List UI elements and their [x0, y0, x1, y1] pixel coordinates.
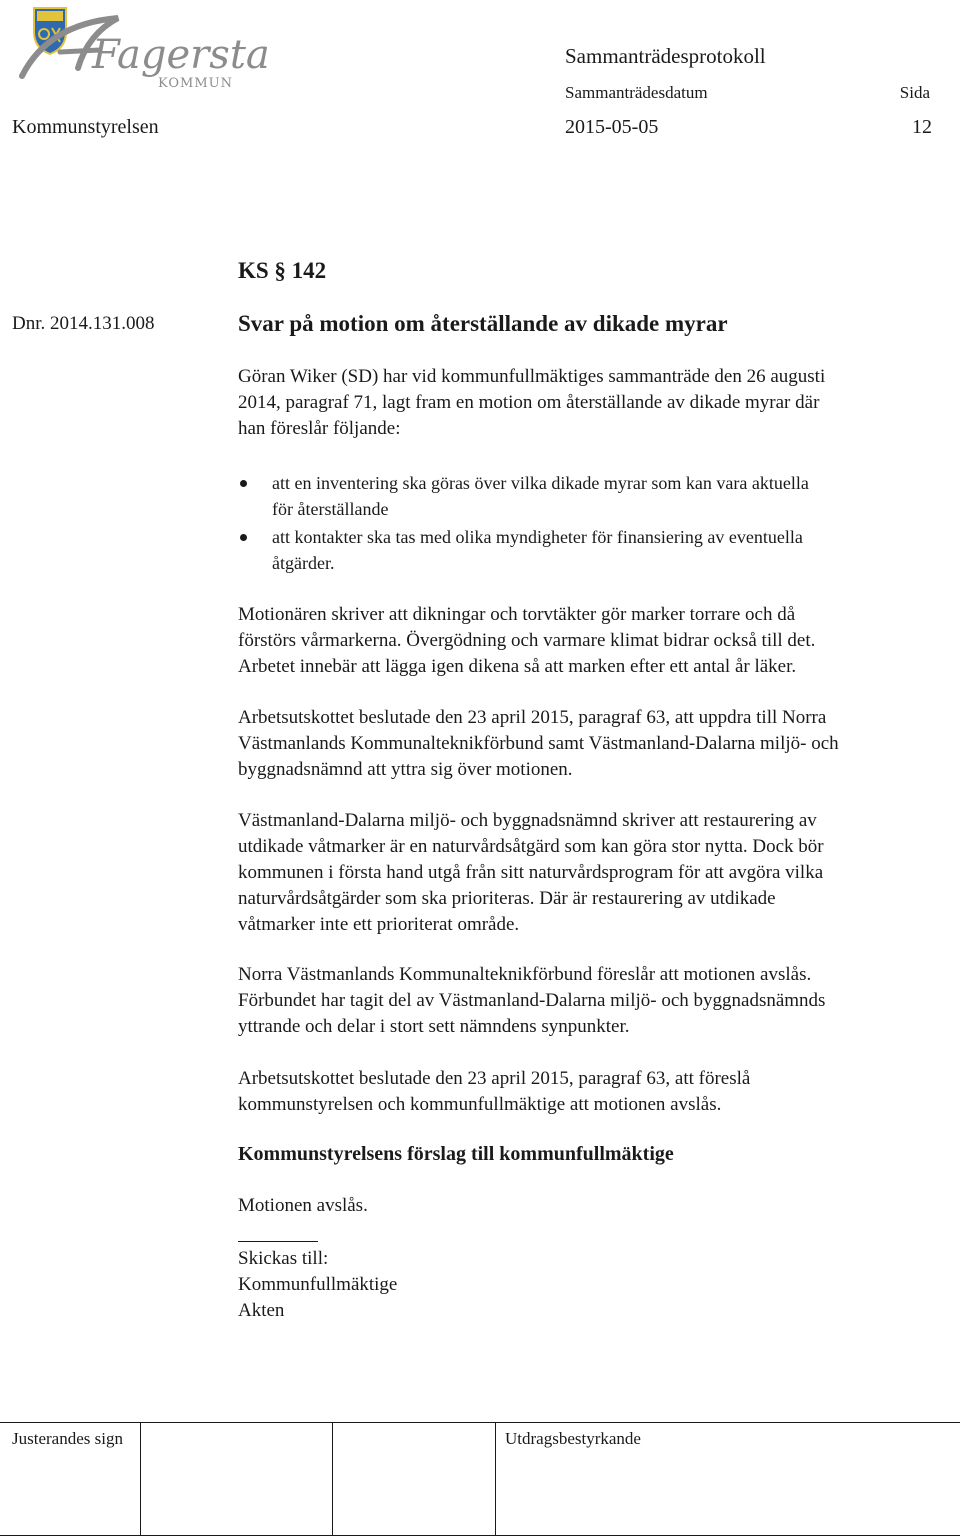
- extract-label: Utdragsbestyrkande: [505, 1429, 641, 1448]
- paragraph: [238, 705, 938, 783]
- list-item: [238, 470, 938, 522]
- text-line: han föreslår följande:: [238, 418, 401, 439]
- paragraph: [238, 962, 938, 1040]
- committee-name: Kommunstyrelsen: [12, 116, 159, 138]
- distribution: [238, 1246, 938, 1324]
- logo-name: Fagersta: [92, 32, 270, 78]
- list-item: [238, 524, 938, 576]
- proposal-text: Motionen avslås.: [238, 1195, 368, 1216]
- text-line: våtmarker inte ett prioriterat område.: [238, 914, 520, 935]
- text-line: Västmanlands Kommunalteknikförbund samt Västmanland-Dalarna miljö- och: [238, 733, 839, 754]
- meeting-date: 2015-05-05: [565, 116, 659, 138]
- text-line: att en inventering ska göras över vilka dikade myrar som kan vara aktuella: [272, 473, 809, 493]
- logo-subtitle: KOMMUN: [158, 76, 233, 91]
- text-line: åtgärder.: [272, 553, 335, 573]
- paragraph: [238, 602, 938, 680]
- diary-number: Dnr. 2014.131.008: [12, 313, 155, 334]
- recipient: Kommunfullmäktige: [238, 1274, 398, 1295]
- text-line: Förbundet har tagit del av Västmanland-Dalarna miljö- och byggnadsnämnds: [238, 990, 826, 1011]
- sign-cell: [0, 1423, 141, 1535]
- text-line: förstörs vårmarkerna. Övergödning och varmare klimat bidrar också till det.: [238, 630, 816, 651]
- send-to-label: Skickas till:: [238, 1248, 329, 1269]
- sign-label: Justerandes sign: [12, 1429, 123, 1448]
- fagersta-kommun-logo: [8, 4, 270, 96]
- paragraph: [238, 1066, 938, 1118]
- text-line: Göran Wiker (SD) har vid kommunfullmäktiges sammanträde den 26 augusti: [238, 366, 826, 387]
- paragraph: [238, 808, 938, 938]
- intro-paragraph: [238, 364, 938, 442]
- text-line: utdikade våtmarker är en naturvårdsåtgärd som kan göra stor nytta. Dock bör: [238, 836, 824, 857]
- text-line: Arbetsutskottet beslutade den 23 april 2015, paragraf 63, att uppdra till Norra: [238, 707, 827, 728]
- proposal-heading: Kommunstyrelsens förslag till kommunfullmäktige: [238, 1143, 674, 1165]
- bullet-icon: [240, 534, 247, 541]
- text-line: att kontakter ska tas med olika myndigheter för finansiering av eventuella: [272, 527, 803, 547]
- text-line: 2014, paragraf 71, lagt fram en motion om återställande av dikade myrar där: [238, 392, 820, 413]
- bullet-icon: [240, 480, 247, 487]
- text-line: Arbetsutskottet beslutade den 23 april 2015, paragraf 63, att föreslå: [238, 1068, 751, 1089]
- ks-paragraph-number: KS § 142: [238, 258, 327, 283]
- sign-cell: [140, 1423, 333, 1535]
- sign-cell: [332, 1423, 496, 1535]
- text-line: Arbetet innebär att lägga igen dikena så att marken efter ett antal år läker.: [238, 656, 797, 677]
- text-line: naturvårdsåtgärder som ska prioriteras. Där är restaurering av utdikade: [238, 888, 776, 909]
- text-line: kommunstyrelsen och kommunfullmäktige att motionen avslås.: [238, 1094, 722, 1115]
- text-line: byggnadsnämnd att yttra sig över motionen.: [238, 759, 573, 780]
- date-label: Sammanträdesdatum: [565, 83, 708, 102]
- doc-type: Sammanträdesprotokoll: [565, 44, 766, 68]
- text-line: Motionären skriver att dikningar och torvtäkter gör marker torrare och då: [238, 604, 796, 625]
- divider: [238, 1241, 318, 1242]
- text-line: för återställande: [272, 499, 389, 519]
- text-line: yttrande och delar i stort sett nämndens synpunkter.: [238, 1016, 630, 1037]
- text-line: kommunen i första hand utgå från sitt naturvårdsprogram för att avgöra vilka: [238, 862, 824, 883]
- extract-cell: [495, 1423, 958, 1535]
- text-line: Norra Västmanlands Kommunalteknikförbund föreslår att motionen avslås.: [238, 964, 812, 985]
- text-line: Västmanland-Dalarna miljö- och byggnadsnämnd skriver att restaurering av: [238, 810, 817, 831]
- page-title: Svar på motion om återställande av dikade myrar: [238, 311, 728, 336]
- footer-table: [0, 1422, 960, 1536]
- recipient: Akten: [238, 1300, 285, 1321]
- page-label: Sida: [899, 83, 930, 102]
- page-number: 12: [912, 116, 932, 138]
- bullet-list: [238, 470, 938, 576]
